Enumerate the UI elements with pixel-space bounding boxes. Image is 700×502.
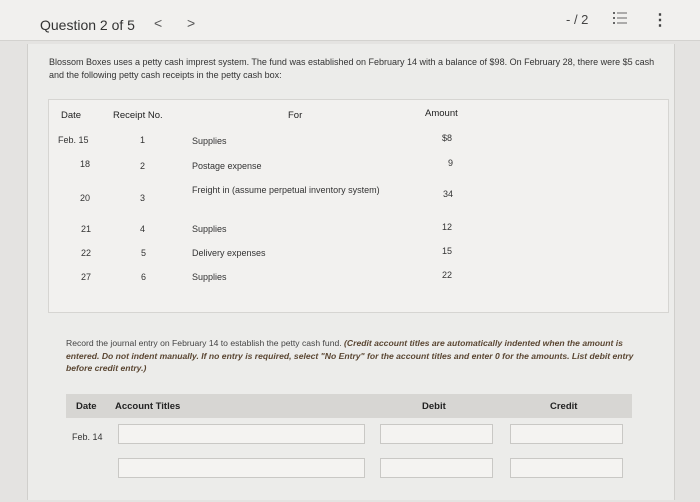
table-cell-receipt: 3 — [140, 193, 146, 203]
table-cell-amount: 34 — [443, 189, 454, 199]
table-cell-amount: $8 — [442, 133, 453, 143]
table-cell-receipt: 4 — [140, 224, 146, 234]
problem-statement: Blossom Boxes uses a petty cash imprest system. The fund was established on February 14 with a balance of $98. On February 28, there were $5 cash and the following petty cash receipts in the petty cash box: — [49, 57, 655, 80]
instruction-lead: Record the journal entry on February 14 to establish the petty cash fund. — [66, 338, 342, 348]
account-title-input[interactable] — [118, 458, 365, 478]
table-cell-for: Freight in (assume perpetual inventory system) — [192, 185, 380, 195]
journal-header-credit: Credit — [550, 401, 578, 412]
table-cell-amount: 22 — [442, 270, 453, 280]
instructions — [66, 337, 646, 375]
table-cell-for: Supplies — [192, 224, 227, 234]
table-cell-date: 27 — [81, 272, 92, 282]
table-cell-receipt: 5 — [141, 248, 147, 258]
table-cell-receipt: 6 — [141, 272, 147, 282]
table-cell-date: Feb. 15 — [58, 135, 89, 145]
table-cell-receipt: 2 — [140, 161, 146, 171]
column-header-for: For — [288, 110, 303, 121]
table-cell-amount: 9 — [448, 158, 454, 168]
receipts-table — [48, 99, 669, 313]
account-title-input[interactable] — [118, 424, 365, 444]
instruction-note: (Credit account titles are automatically indented when the amount is entered. Do not indent manually. If no entry is required, select "No Entry" for the account titles and enter 0 for the amounts. List debit entry before credit entry.) — [66, 338, 634, 374]
journal-header-debit: Debit — [422, 401, 446, 412]
list-icon[interactable] — [613, 12, 627, 24]
journal-header — [66, 394, 632, 418]
score-display: - / 2 — [566, 12, 589, 27]
column-header-amount: Amount — [425, 108, 458, 119]
debit-input[interactable] — [380, 458, 493, 478]
journal-header-date: Date — [76, 401, 97, 412]
column-header-receipt: Receipt No. — [113, 110, 163, 121]
previous-question-button[interactable]: < — [154, 15, 163, 31]
credit-input[interactable] — [510, 458, 623, 478]
table-cell-date: 21 — [81, 224, 92, 234]
credit-input[interactable] — [510, 424, 623, 444]
table-cell-date: 22 — [81, 248, 92, 258]
question-title: Question 2 of 5 — [40, 17, 135, 33]
table-cell-date: 20 — [80, 193, 91, 203]
top-bar — [0, 0, 700, 41]
table-cell-receipt: 1 — [140, 135, 146, 145]
table-cell-amount: 15 — [442, 246, 453, 256]
journal-header-account-titles: Account Titles — [115, 401, 181, 412]
journal-row-date: Feb. 14 — [72, 432, 103, 442]
debit-input[interactable] — [380, 424, 493, 444]
column-header-date: Date — [61, 110, 82, 121]
table-cell-date: 18 — [80, 159, 91, 169]
table-cell-for: Supplies — [192, 136, 227, 146]
table-cell-for: Supplies — [192, 272, 227, 282]
table-cell-amount: 12 — [442, 222, 453, 232]
next-question-button[interactable]: > — [187, 15, 196, 31]
table-cell-for: Postage expense — [192, 161, 262, 171]
table-cell-for: Delivery expenses — [192, 248, 266, 258]
more-options-icon[interactable]: ⋮ — [652, 12, 668, 29]
